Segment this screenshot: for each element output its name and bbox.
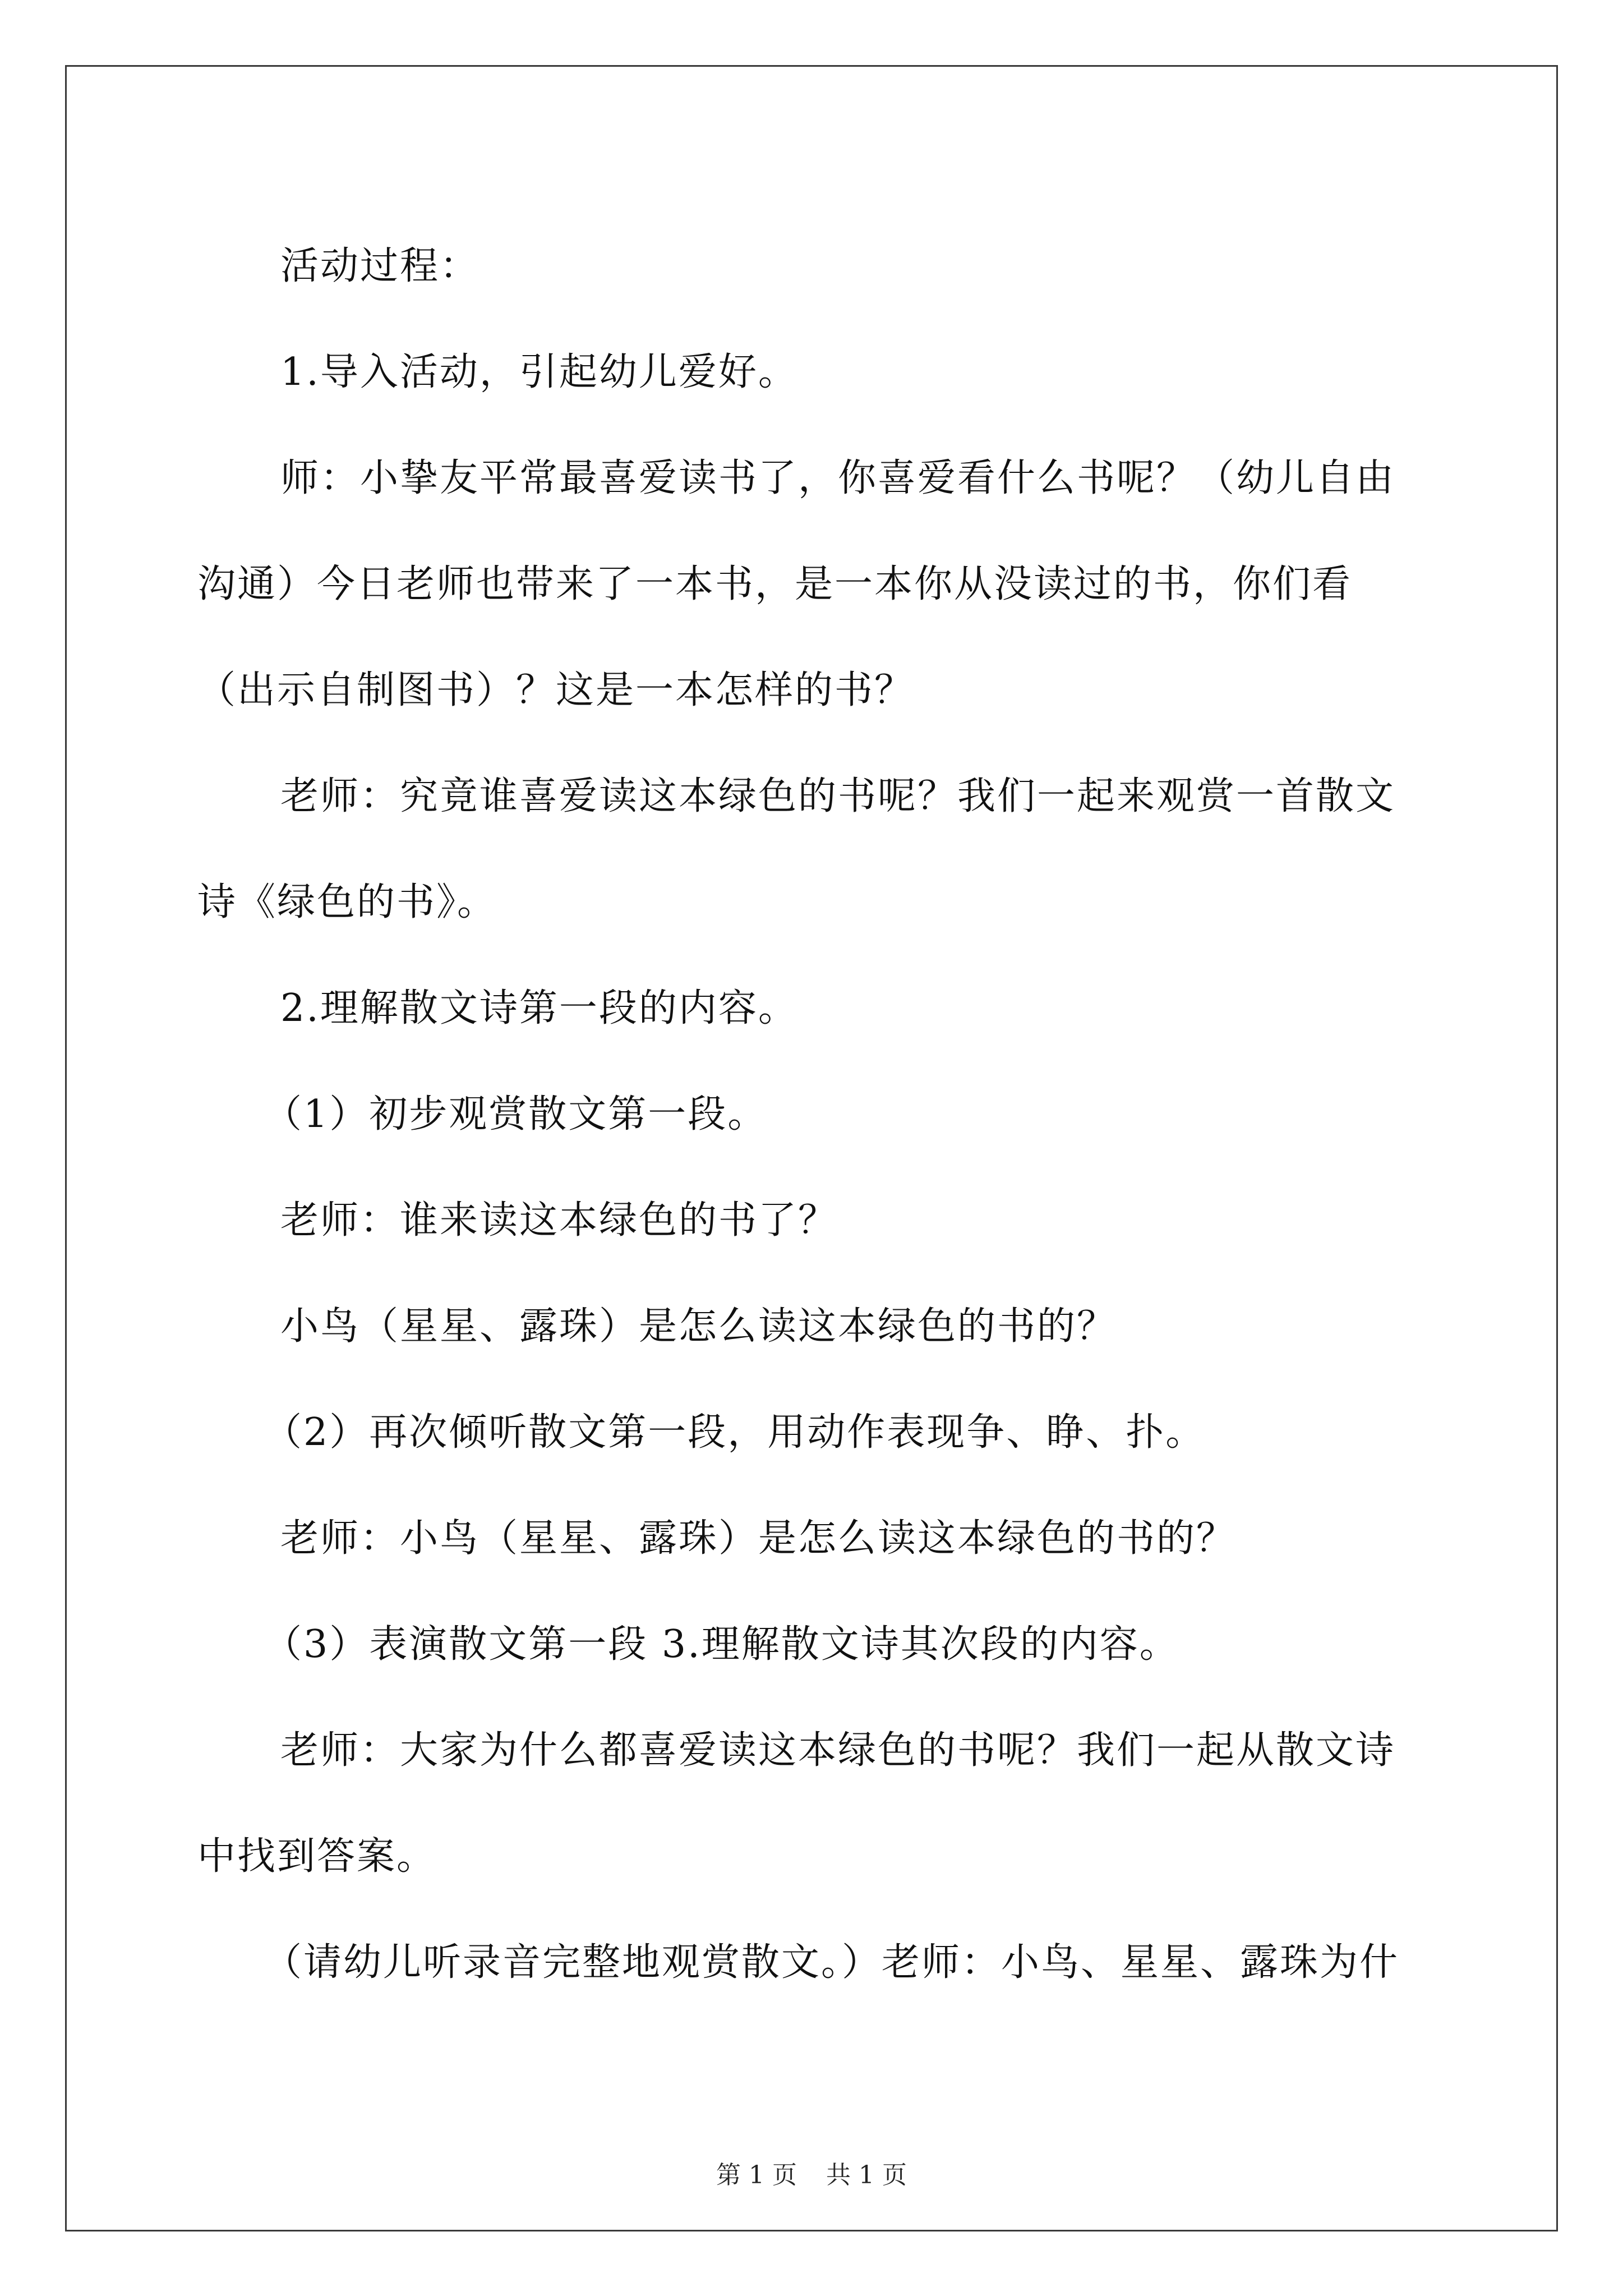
paragraph-teacher-bird-question: 老师：小鸟（星星、露珠）是怎么读这本绿色的书的？ bbox=[280, 1516, 1237, 1561]
paragraph-step-2: 2.理解散文诗第一段的内容。 bbox=[280, 986, 798, 1030]
paragraph-substep-2: （2）再次倾听散文第一段，用动作表现争、睁、扑。 bbox=[264, 1410, 1206, 1455]
paragraph-activity-process: 活动过程： bbox=[280, 244, 480, 288]
paragraph-teacher-question: 老师：究竟谁喜爱读这本绿色的书呢？我们一起来观赏一首散文诗《绿色的书》。 bbox=[197, 774, 1396, 924]
paragraph-substep-1: （1）初步观赏散文第一段。 bbox=[264, 1092, 768, 1137]
page-footer bbox=[0, 2159, 1623, 2192]
paragraph-step-1: 1.导入活动，引起幼儿爱好。 bbox=[280, 350, 798, 394]
paragraph-bird-question: 小鸟（星星、露珠）是怎么读这本绿色的书的？ bbox=[280, 1304, 1117, 1349]
page-number-label: 第 1 页 bbox=[716, 2161, 797, 2189]
paragraph-substep-3: （3）表演散文第一段 3.理解散文诗其次段的内容。 bbox=[264, 1622, 1179, 1667]
paragraph-listen-recording: （请幼儿听录音完整地观赏散文。）老师：小鸟、星星、露珠为什 bbox=[264, 1940, 1400, 1985]
paragraph-teacher-who-reads: 老师：谁来读这本绿色的书了？ bbox=[280, 1198, 838, 1243]
page-total-label: 共 1 页 bbox=[826, 2161, 907, 2189]
paragraph-teacher-intro: 师：小挚友平常最喜爱读书了，你喜爱看什么书呢？（幼儿自由沟通）今日老师也带来了一本书，是一本你从没读过的书，你们看（出示自制图书）？这是一本怎样的书？ bbox=[197, 456, 1396, 712]
paragraph-teacher-why: 老师：大家为什么都喜爱读这本绿色的书呢？我们一起从散文诗中找到答案。 bbox=[197, 1728, 1396, 1879]
document-body bbox=[197, 213, 1427, 2016]
